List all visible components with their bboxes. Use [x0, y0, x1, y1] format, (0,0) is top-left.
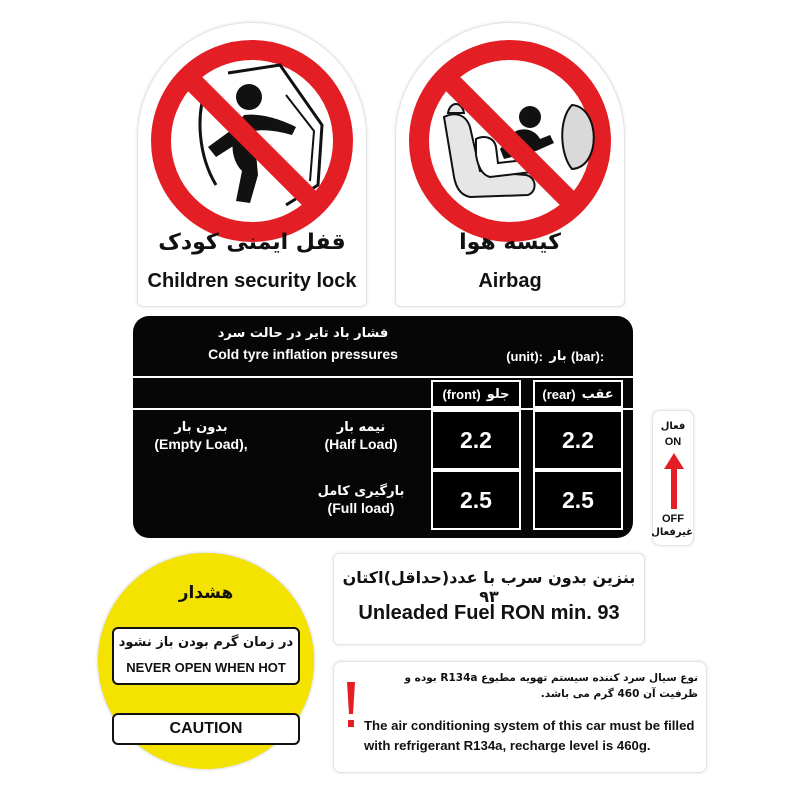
half-load-front-value: 2.2 [460, 426, 492, 453]
caution-band-fa: در زمان گرم بودن باز نشود [118, 635, 294, 650]
rear-header-en: (rear) [542, 386, 576, 402]
full-load-rear-cell [533, 470, 623, 530]
caution-bottom-en: CAUTION [169, 720, 243, 737]
airbag-sticker [395, 22, 625, 307]
unit-label-en: (unit): [506, 349, 543, 364]
full-load-label [301, 484, 421, 518]
caution-bottom-band [112, 713, 300, 745]
full-load-en: (Full load) [327, 500, 395, 517]
caution-sticker [98, 553, 314, 769]
half-load-en: (Half Load) [324, 436, 398, 453]
airbag-label-fa: کیسه هوا [459, 230, 561, 255]
ac-text-en: The air conditioning system of this car must be filled with refrigerant R134a, recharge level is 460g. [364, 718, 695, 753]
empty-load-en: (Empty Load), [154, 436, 248, 453]
empty-load-fa: بدون بار [174, 420, 228, 435]
full-load-fa: بارگیری کامل [317, 484, 405, 499]
exclamation-icon [346, 682, 356, 732]
child-lock-label-fa: قفل ایمنی کودک [158, 230, 346, 255]
caution-top-fa: هشدار [178, 583, 234, 603]
rear-header-fa: عقب [581, 386, 614, 402]
tyre-title-en: Cold tyre inflation pressures [208, 346, 398, 362]
child-door-prohibition-icon [146, 35, 358, 247]
caution-band-en: NEVER OPEN WHEN HOT [126, 660, 286, 675]
ac-refrigerant-sticker [333, 661, 707, 773]
unit-bar-label: (bar): [571, 349, 605, 364]
half-load-rear-value: 2.2 [562, 426, 594, 453]
tyre-title-fa: فشار باد تایر در حالت سرد [217, 326, 389, 341]
half-load-rear-cell [533, 410, 623, 470]
fuel-label-en: Unleaded Fuel RON min. 93 [358, 602, 620, 624]
header-divider [133, 376, 633, 378]
full-load-rear-value: 2.5 [562, 486, 594, 513]
airbag-label-en: Airbag [478, 270, 542, 292]
front-header-fa: جلو [486, 386, 510, 402]
child-lock-label-en: Children security lock [147, 270, 357, 292]
tyre-pressure-panel [133, 316, 633, 538]
full-load-front-value: 2.5 [460, 486, 492, 513]
up-arrow-icon [664, 453, 684, 509]
half-load-fa: نیمه بار [336, 420, 386, 435]
fuel-sticker [333, 553, 645, 645]
fuel-label-fa: بنزین بدون سرب با عدد(حداقل)اکتان ۹۳ [342, 568, 636, 606]
off-label-en: OFF [662, 513, 684, 525]
empty-load-label [141, 420, 261, 454]
off-label-fa: غیرفعال [651, 527, 693, 538]
on-label-en: ON [664, 436, 682, 448]
child-seat-airbag-prohibition-icon [404, 35, 616, 247]
child-lock-sticker [137, 22, 367, 307]
full-load-front-cell [431, 470, 521, 530]
unit-label-fa: بار [549, 349, 567, 364]
on-off-sticker [652, 410, 694, 546]
front-header-en: (front) [442, 386, 481, 402]
half-load-front-cell [431, 410, 521, 470]
rear-header [533, 380, 623, 408]
on-label-fa: فعال [660, 421, 686, 432]
front-header [431, 380, 521, 408]
caution-band [112, 627, 300, 685]
ac-text-fa: نوع سیال سرد کننده سیستم تهویه مطبوع R134a بوده و ظرفیت آن 460 گرم می باشد. [404, 672, 698, 701]
half-load-label [301, 420, 421, 454]
